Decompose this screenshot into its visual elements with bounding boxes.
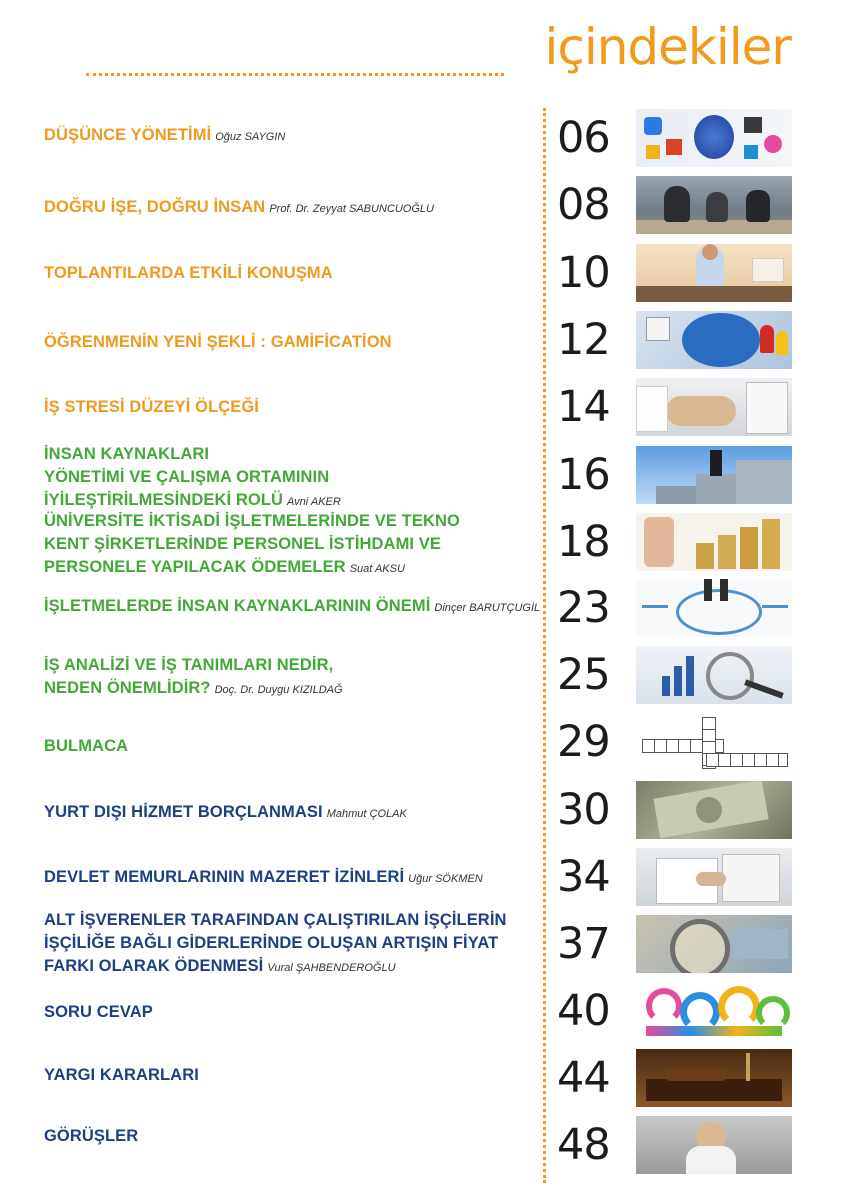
entry-text	[44, 654, 343, 702]
handshake-arrows-thumbnail	[636, 579, 792, 637]
dollar-bills-thumbnail	[636, 781, 792, 839]
crossword-grid-thumbnail	[636, 713, 792, 771]
entry-text	[44, 1064, 199, 1087]
entry-title: YURT DIŞI HİZMET BORÇLANMASI	[44, 802, 323, 821]
magnifier-banknotes-thumbnail	[636, 915, 792, 973]
woman-thinking-thumbnail	[636, 1116, 792, 1174]
entry-title: DÜŞÜNCE YÖNETİMİ	[44, 125, 212, 144]
entry-title: ALT İŞVERENLER TARAFINDAN ÇALIŞTIRILAN İŞÇİLERİN	[44, 910, 507, 929]
toc-entry[interactable]	[44, 982, 556, 1042]
page-number[interactable]: 16	[557, 450, 610, 500]
toc-entry[interactable]	[44, 243, 556, 303]
entry-author: Oğuz SAYGIN	[215, 130, 286, 143]
entry-author: Mahmut ÇOLAK	[326, 807, 407, 820]
page-number[interactable]: 30	[557, 785, 610, 835]
entry-text	[44, 1001, 153, 1024]
documents-hands-thumbnail	[636, 848, 792, 906]
toc-entry[interactable]	[44, 783, 556, 843]
magnifier-chart-thumbnail	[636, 646, 792, 704]
entry-title: SORU CEVAP	[44, 1002, 153, 1021]
entry-title: GÖRÜŞLER	[44, 1126, 139, 1145]
entry-text	[44, 866, 483, 891]
meeting-presenter-thumbnail	[636, 244, 792, 302]
man-climbing-stairs-thumbnail	[636, 446, 792, 504]
entry-title: KENT ŞİRKETLERİNDE PERSONEL İSTİHDAMI VE	[44, 534, 441, 553]
entry-text	[44, 595, 540, 620]
page-number[interactable]: 44	[557, 1053, 610, 1103]
toc-entry[interactable]	[44, 106, 556, 166]
entry-title: YÖNETİMİ VE ÇALIŞMA ORTAMININ	[44, 467, 330, 486]
entry-title: ÖĞRENMENİN YENİ ŞEKLİ : GAMİFİCATİON	[44, 332, 392, 351]
entry-title: İYİLEŞTİRİLMESİNDEKİ ROLÜ	[44, 490, 284, 509]
toc-entry[interactable]	[44, 511, 556, 576]
entry-author: Suat AKSU	[349, 562, 405, 575]
toc-entry[interactable]	[44, 377, 556, 437]
page-number[interactable]: 23	[557, 583, 610, 633]
page-number[interactable]: 12	[557, 315, 610, 365]
toc-entry[interactable]	[44, 1045, 556, 1105]
toc-entry[interactable]	[44, 577, 556, 637]
page-number[interactable]: 08	[557, 180, 610, 230]
entry-title: TOPLANTILARDA ETKİLİ KONUŞMA	[44, 263, 333, 282]
entry-text	[44, 262, 333, 285]
entry-title: BULMACA	[44, 736, 129, 755]
entry-title: İŞ ANALİZİ VE İŞ TANIMLARI NEDİR,	[44, 656, 334, 674]
entry-author: Prof. Dr. Zeyyat SABUNCUOĞLU	[269, 202, 434, 215]
page-number[interactable]: 14	[557, 382, 610, 432]
entry-text	[44, 735, 128, 758]
toc-entry[interactable]	[44, 648, 556, 708]
entry-text	[44, 1125, 138, 1148]
page-number[interactable]: 18	[557, 517, 610, 567]
board-game-start-thumbnail	[636, 311, 792, 369]
page-number[interactable]: 34	[557, 852, 610, 902]
entry-text	[44, 196, 434, 221]
entry-title: YARGI KARARLARI	[44, 1065, 199, 1084]
page-number[interactable]: 06	[557, 113, 610, 163]
title-dotted-rule	[86, 73, 504, 76]
entry-text	[44, 124, 285, 149]
entry-title: NEDEN ÖNEMLİDİR?	[44, 679, 211, 697]
page-number[interactable]: 40	[557, 986, 610, 1036]
entry-text	[44, 396, 259, 419]
entry-title: İŞLETMELERDE İNSAN KAYNAKLARININ ÖNEMİ	[44, 596, 431, 615]
entry-author: Uğur SÖKMEN	[408, 872, 483, 885]
page-number[interactable]: 29	[557, 717, 610, 767]
entry-text	[44, 909, 507, 980]
page-number[interactable]: 37	[557, 919, 610, 969]
entry-title: İŞÇİLİĞE BAĞLI GİDERLERİNDE OLUŞAN ARTIŞIN FİYAT	[44, 933, 499, 952]
entry-text	[44, 331, 392, 354]
entry-author: Doç. Dr. Duygu KIZILDAĞ	[214, 684, 343, 696]
page-number[interactable]: 48	[557, 1120, 610, 1170]
entry-title: FARKI OLARAK ÖDENMESİ	[44, 956, 264, 975]
brain-icons-collage-thumbnail	[636, 109, 792, 167]
page-number[interactable]: 25	[557, 650, 610, 700]
toc-entry[interactable]	[44, 312, 556, 372]
entry-title: İNSAN KAYNAKLARI	[44, 444, 210, 463]
entry-author: Dinçer BARUTÇUGİL	[434, 601, 541, 614]
toc-entry[interactable]	[44, 1106, 556, 1166]
entry-title: DEVLET MEMURLARININ MAZERET İZİNLERİ	[44, 867, 405, 886]
entry-text	[44, 801, 407, 826]
entry-title: DOĞRU İŞE, DOĞRU İNSAN	[44, 197, 266, 216]
gavel-books-thumbnail	[636, 1049, 792, 1107]
toc-entry[interactable]	[44, 848, 556, 908]
page-number[interactable]: 10	[557, 248, 610, 298]
entry-title: ÜNİVERSİTE İKTİSADİ İŞLETMELERİNDE VE TEKNO	[44, 511, 460, 530]
toc-entry[interactable]	[44, 444, 556, 509]
entry-text	[44, 510, 460, 581]
business-race-start-thumbnail	[636, 176, 792, 234]
entry-title: PERSONELE YAPILACAK ÖDEMELER	[44, 557, 346, 576]
entry-author: Avni AKER	[287, 495, 341, 508]
toc-entry[interactable]	[44, 178, 556, 238]
toc-entry[interactable]	[44, 910, 556, 975]
stressed-woman-papers-thumbnail	[636, 378, 792, 436]
entry-title: İŞ STRESİ DÜZEYİ ÖLÇEĞİ	[44, 397, 259, 416]
colorful-question-marks-thumbnail	[636, 982, 792, 1040]
coin-stacks-thumbnail	[636, 513, 792, 571]
page-title: içindekiler	[544, 18, 791, 76]
entry-author: Vural ŞAHBENDEROĞLU	[267, 961, 396, 974]
entry-text	[44, 443, 341, 514]
toc-entry[interactable]	[44, 716, 556, 776]
